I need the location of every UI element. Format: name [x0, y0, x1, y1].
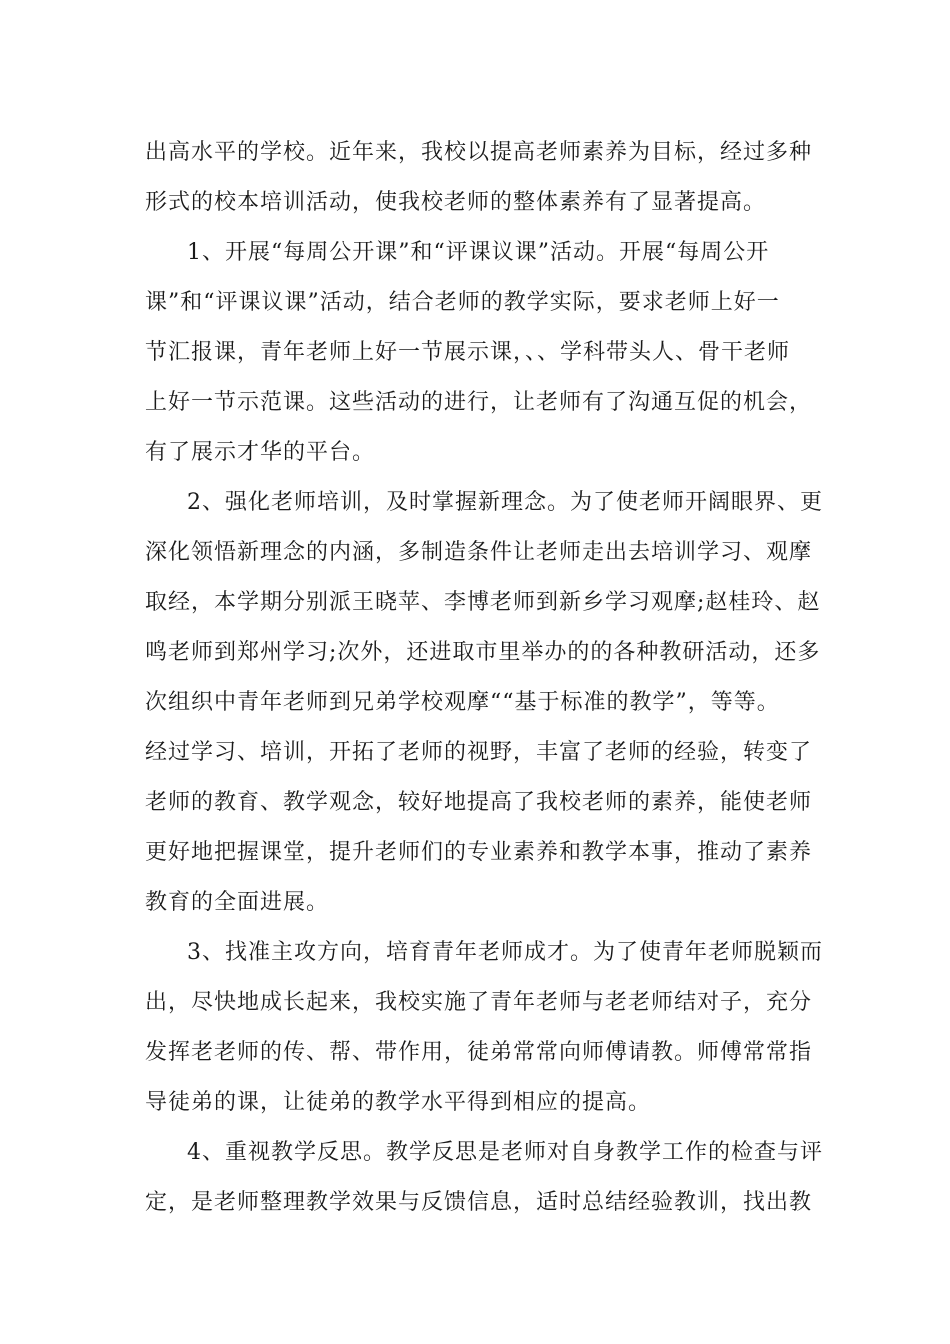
text-line: 教育的全面进展。	[145, 890, 330, 915]
text-line: 节汇报课，青年老师上好一节展示课，、、学科带头人、骨干老师	[145, 340, 791, 365]
text-line: 次组织中青年老师到兄弟学校观摩““基于标准的教学”，等等。	[145, 690, 780, 715]
paragraph-1-start: 1、开展“每周公开课”和“评课议课”活动。开展“每周公开	[187, 240, 770, 265]
text-line: 出，尽快地成长起来，我校实施了青年老师与老老师结对子，充分	[145, 990, 813, 1015]
text-line: 出高水平的学校。近年来，我校以提高老师素养为目标，经过多种	[145, 140, 813, 165]
text-line: 导徒弟的课，让徒弟的教学水平得到相应的提高。	[145, 1090, 652, 1115]
text-line: 经过学习、培训，开拓了老师的视野，丰富了老师的经验，转变了	[145, 740, 813, 765]
text-line: 老师的教育、教学观念，较好地提高了我校老师的素养，能使老师	[145, 790, 813, 815]
text-line: 定，是老师整理教学效果与反馈信息，适时总结经验教训，找出教	[145, 1190, 813, 1215]
text-line: 鸣老师到郑州学习;次外，还进取市里举办的的各种教研活动，还多	[145, 640, 821, 665]
paragraph-2-start: 2、强化老师培训，及时掌握新理念。为了使老师开阔眼界、更	[187, 490, 823, 515]
paragraph-4-start: 4、重视教学反思。教学反思是老师对自身教学工作的检查与评	[187, 1140, 823, 1165]
text-line: 发挥老老师的传、帮、带作用，徒弟常常向师傅请教。师傅常常指	[145, 1040, 813, 1065]
paragraph-3-start: 3、找准主攻方向，培育青年老师成才。为了使青年老师脱颖而	[187, 940, 823, 965]
text-line: 有了展示才华的平台。	[145, 440, 376, 465]
text-line: 更好地把握课堂，提升老师们的专业素养和教学本事，推动了素养	[145, 840, 813, 865]
text-line: 形式的校本培训活动，使我校老师的整体素养有了显著提高。	[145, 190, 767, 215]
text-line: 深化领悟新理念的内涵，多制造条件让老师走出去培训学习、观摩	[145, 540, 813, 565]
text-line: 上好一节示范课。这些活动的进行，让老师有了沟通互促的机会，	[145, 390, 813, 415]
text-line: 取经，本学期分别派王晓苹、李博老师到新乡学习观摩;赵桂玲、赵	[145, 590, 821, 615]
text-line: 课”和“评课议课”活动，结合老师的教学实际，要求老师上好一	[145, 290, 780, 315]
